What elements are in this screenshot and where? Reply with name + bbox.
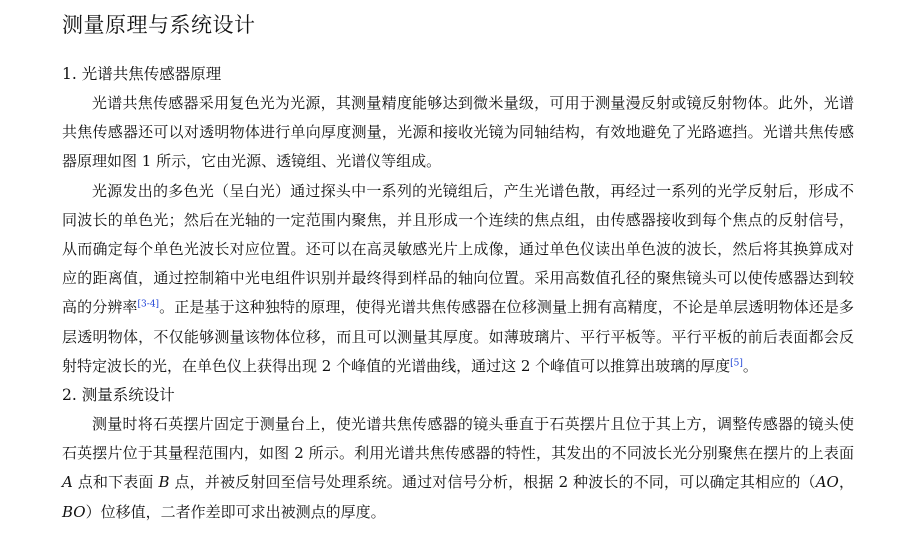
ao-label: AO xyxy=(815,473,839,492)
paragraph-1: 光谱共焦传感器采用复色光为光源，其测量精度能够达到微米量级，可用于测量漫反射或镜反射物体。此外，光谱共焦传感器还可以对透明物体进行单向厚度测量，光源和接收光镜为同轴结构，有效地避免了光路遮挡。光谱共焦传感器原理如图 1 所示，它由光源、透镜组、光谱仪等组成。 xyxy=(62,94,854,171)
paragraph-3-text-e: ）位移值，二者作差即可求出被测点的厚度。 xyxy=(85,502,386,521)
section-heading-1: 1. 光谱共焦传感器原理 xyxy=(62,65,222,83)
paragraph-2-text-b: 。正是基于这种独特的原理，使得光谱共焦传感器在位移测量上拥有高精度，不论是单层透明物体还是多层透明物体，不仅能够测量该物体位移，而且可以测量其厚度。如薄玻璃片、平行平板等。平行平板的前后表面都会反射特定波长的光，在单色仪上获得出现 2 个峰值的光谱曲线，通过这 2 个峰值可以推算出玻璃的厚度 xyxy=(62,298,854,375)
paragraph-2-text-c: 。 xyxy=(742,356,758,375)
citation-ref-3-4[interactable]: [3-4] xyxy=(137,300,160,311)
point-a-label: A xyxy=(62,473,73,492)
paragraph-2-text-a: 光源发出的多色光（呈白光）通过探头中一系列的光镜组后，产生光谱色散，再经过一系列的光学反射后，形成不同波长的单色光；然后在光轴的一定范围内聚焦，并且形成一个连续的焦点组，由传感器接收到每个焦点的反射信号，从而确定每个单色光波长对应位置。还可以在高灵敏感光片上成像，通过单色仪读出单色波的波长，然后将其换算成对应的距离值，通过控制箱中光电组件识别并最终得到样品的轴向位置。采用高数值孔径的聚焦镜头可以使传感器达到较高的分辨率 xyxy=(62,181,854,317)
paragraph-3-text-d: ， xyxy=(838,473,854,492)
point-b-label: B xyxy=(158,473,170,492)
paragraph-3-text-a: 测量时将石英摆片固定于测量台上，使光谱共焦传感器的镜头垂直于石英摆片且位于其上方，调整传感器的镜头使石英摆片位于其量程范围内，如图 2 所示。利用光谱共焦传感器的特性，其发出的不同波长光分别聚焦在摆片的上表面 xyxy=(62,415,854,463)
paragraph-2 xyxy=(62,177,854,381)
paragraph-3-text-b: 点和下表面 xyxy=(72,473,159,492)
page-title: 测量原理与系统设计 xyxy=(62,13,256,37)
citation-ref-5[interactable]: [5] xyxy=(730,358,743,369)
paragraph-3-text-c: 点，并被反射回至信号处理系统。通过对信号分析，根据 2 种波长的不同，可以确定其相应的（ xyxy=(169,473,816,492)
bo-label: BO xyxy=(62,502,86,521)
paragraph-3 xyxy=(62,410,854,527)
section-heading-2: 2. 测量系统设计 xyxy=(62,386,175,405)
